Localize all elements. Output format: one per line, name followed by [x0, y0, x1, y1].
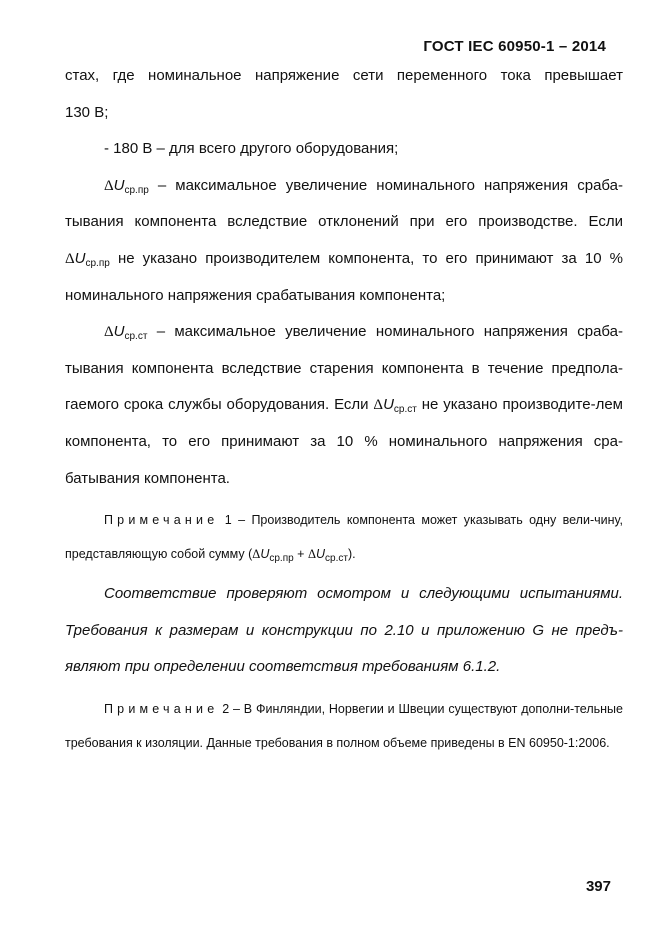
definition-text: – максимальное увеличение номинального напряжения сраба-тывания компонента вследствие отклонений при его производстве. Если: [65, 176, 623, 231]
voltage-symbol: U: [74, 249, 86, 267]
note-text: 1 – Производитель компонента может указывать одну вели-чину, представляющую собой сумму (: [65, 513, 623, 562]
note-text: ).: [347, 547, 356, 562]
delta-symbol: Δ: [307, 547, 316, 562]
note-label: Примечание: [104, 701, 219, 716]
document-header: ГОСТ IEC 60950-1 – 2014: [423, 38, 606, 55]
note-2: [65, 692, 623, 760]
list-item-180v: - 180 В – для всего другого оборудования;: [104, 140, 399, 158]
definition-text: не указано производителем компонента, то его принимают за 10 % номинального напряжения срабатывания компонента;: [65, 249, 623, 304]
delta-symbol: Δ: [373, 397, 384, 414]
note-text: 2 – В Финляндии, Норвегии и Швеции существуют дополни-тельные требования к изоляции. Данные требования в полном объеме приведены в EN 60950-1:2006.: [65, 701, 623, 750]
note-1: [65, 503, 623, 571]
voltage-symbol: U: [113, 176, 125, 194]
delta-symbol: Δ: [252, 547, 261, 562]
definition-text: – максимальное увеличение номинального напряжения сраба-тывания компонента вследствие старения компонента в течение предпола-гаемого срока службы оборудования. Если: [65, 323, 623, 414]
delta-symbol: Δ: [104, 177, 114, 194]
subscript: ср.пр: [269, 553, 294, 565]
voltage-symbol: U: [113, 323, 125, 341]
delta-symbol: Δ: [65, 250, 75, 267]
subscript: ср.пр: [124, 184, 149, 196]
subscript: ср.ст: [325, 553, 348, 565]
voltage-symbol: U: [260, 547, 270, 562]
page-number: 397: [585, 878, 611, 895]
subscript: ср.пр: [85, 257, 110, 269]
delta-symbol: Δ: [104, 324, 114, 341]
subscript: ср.ст: [393, 404, 417, 416]
note-label: Примечание: [104, 513, 219, 528]
paragraph-continuation: стах, где номинальное напряжение сети переменного тока превышает: [65, 67, 623, 84]
voltage-symbol: U: [383, 396, 394, 414]
subscript: ср.ст: [124, 331, 148, 343]
plus-sign: +: [293, 547, 308, 562]
definition-delta-u-aging: [65, 314, 623, 497]
voltage-symbol: U: [315, 547, 326, 562]
paragraph-continuation-end: 130 В;: [65, 103, 109, 121]
definition-delta-u-production: [65, 168, 623, 314]
document-body: [65, 58, 623, 760]
definition-text: не указано производите-лем компонента, то его принимают за 10 % номинального напряжения сра-батывания компонента.: [65, 396, 623, 487]
compliance-paragraph: Соответствие проверяют осмотром и следующими испытаниями. Требования к размерам и конструкции по 2.10 и приложению G не предъ-являют при определении соответствия требованиям 6.1.2.: [65, 585, 623, 676]
